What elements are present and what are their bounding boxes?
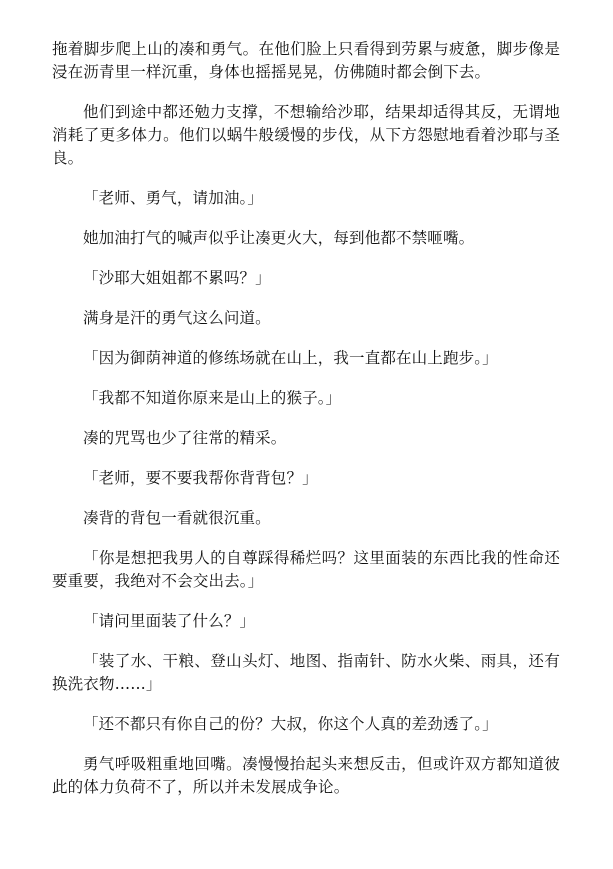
paragraph: 拖着脚步爬上山的凑和勇气。在他们脸上只看得到劳累与疲惫，脚步像是浸在沥青里一样沉重，身体也摇摇晃晃，仿佛随时都会倒下去。 (52, 40, 560, 81)
paragraph: 凑背的背包一看就很沉重。 (83, 509, 271, 527)
paragraph: 「我都不知道你原来是山上的猴子。」 (83, 389, 342, 407)
paragraph: 「装了水、干粮、登山头灯、地图、指南针、防水火柴、雨具，还有换洗衣物……」 (52, 652, 560, 693)
paragraph: 「请问里面装了什么？」 (83, 612, 256, 630)
paragraph: 「老师、勇气，请加油。」 (83, 189, 264, 207)
paragraph: 勇气呼吸粗重地回嘴。凑慢慢抬起头来想反击，但或许双方都知道彼此的体力负荷不了，所以并未发展成争论。 (52, 755, 560, 796)
paragraph: 「沙耶大姐姐都不累吗？」 (83, 269, 271, 287)
paragraph: 凑的咒骂也少了往常的精采。 (83, 429, 287, 447)
paragraph: 「你是想把我男人的自尊踩得稀烂吗？这里面装的东西比我的性命还要重要，我绝对不会交出去。」 (52, 549, 560, 590)
paragraph: 「老师，要不要我帮你背背包？」 (83, 469, 318, 487)
text-page (52, 38, 560, 816)
paragraph: 他们到途中都还勉力支撑，不想输给沙耶，结果却适得其反，无谓地消耗了更多体力。他们以蜗牛般缓慢的步伐，从下方怨慰地看着沙耶与圣良。 (52, 103, 560, 167)
paragraph: 「因为御荫神道的修练场就在山上，我一直都在山上跑步。」 (83, 349, 498, 367)
paragraph: 她加油打气的喊声似乎让凑更火大，每到他都不禁咂嘴。 (83, 229, 475, 247)
paragraph: 「还不都只有你自己的份？大叔，你这个人真的差劲透了。」 (83, 715, 498, 733)
paragraph: 满身是汗的勇气这么问道。 (83, 309, 271, 327)
